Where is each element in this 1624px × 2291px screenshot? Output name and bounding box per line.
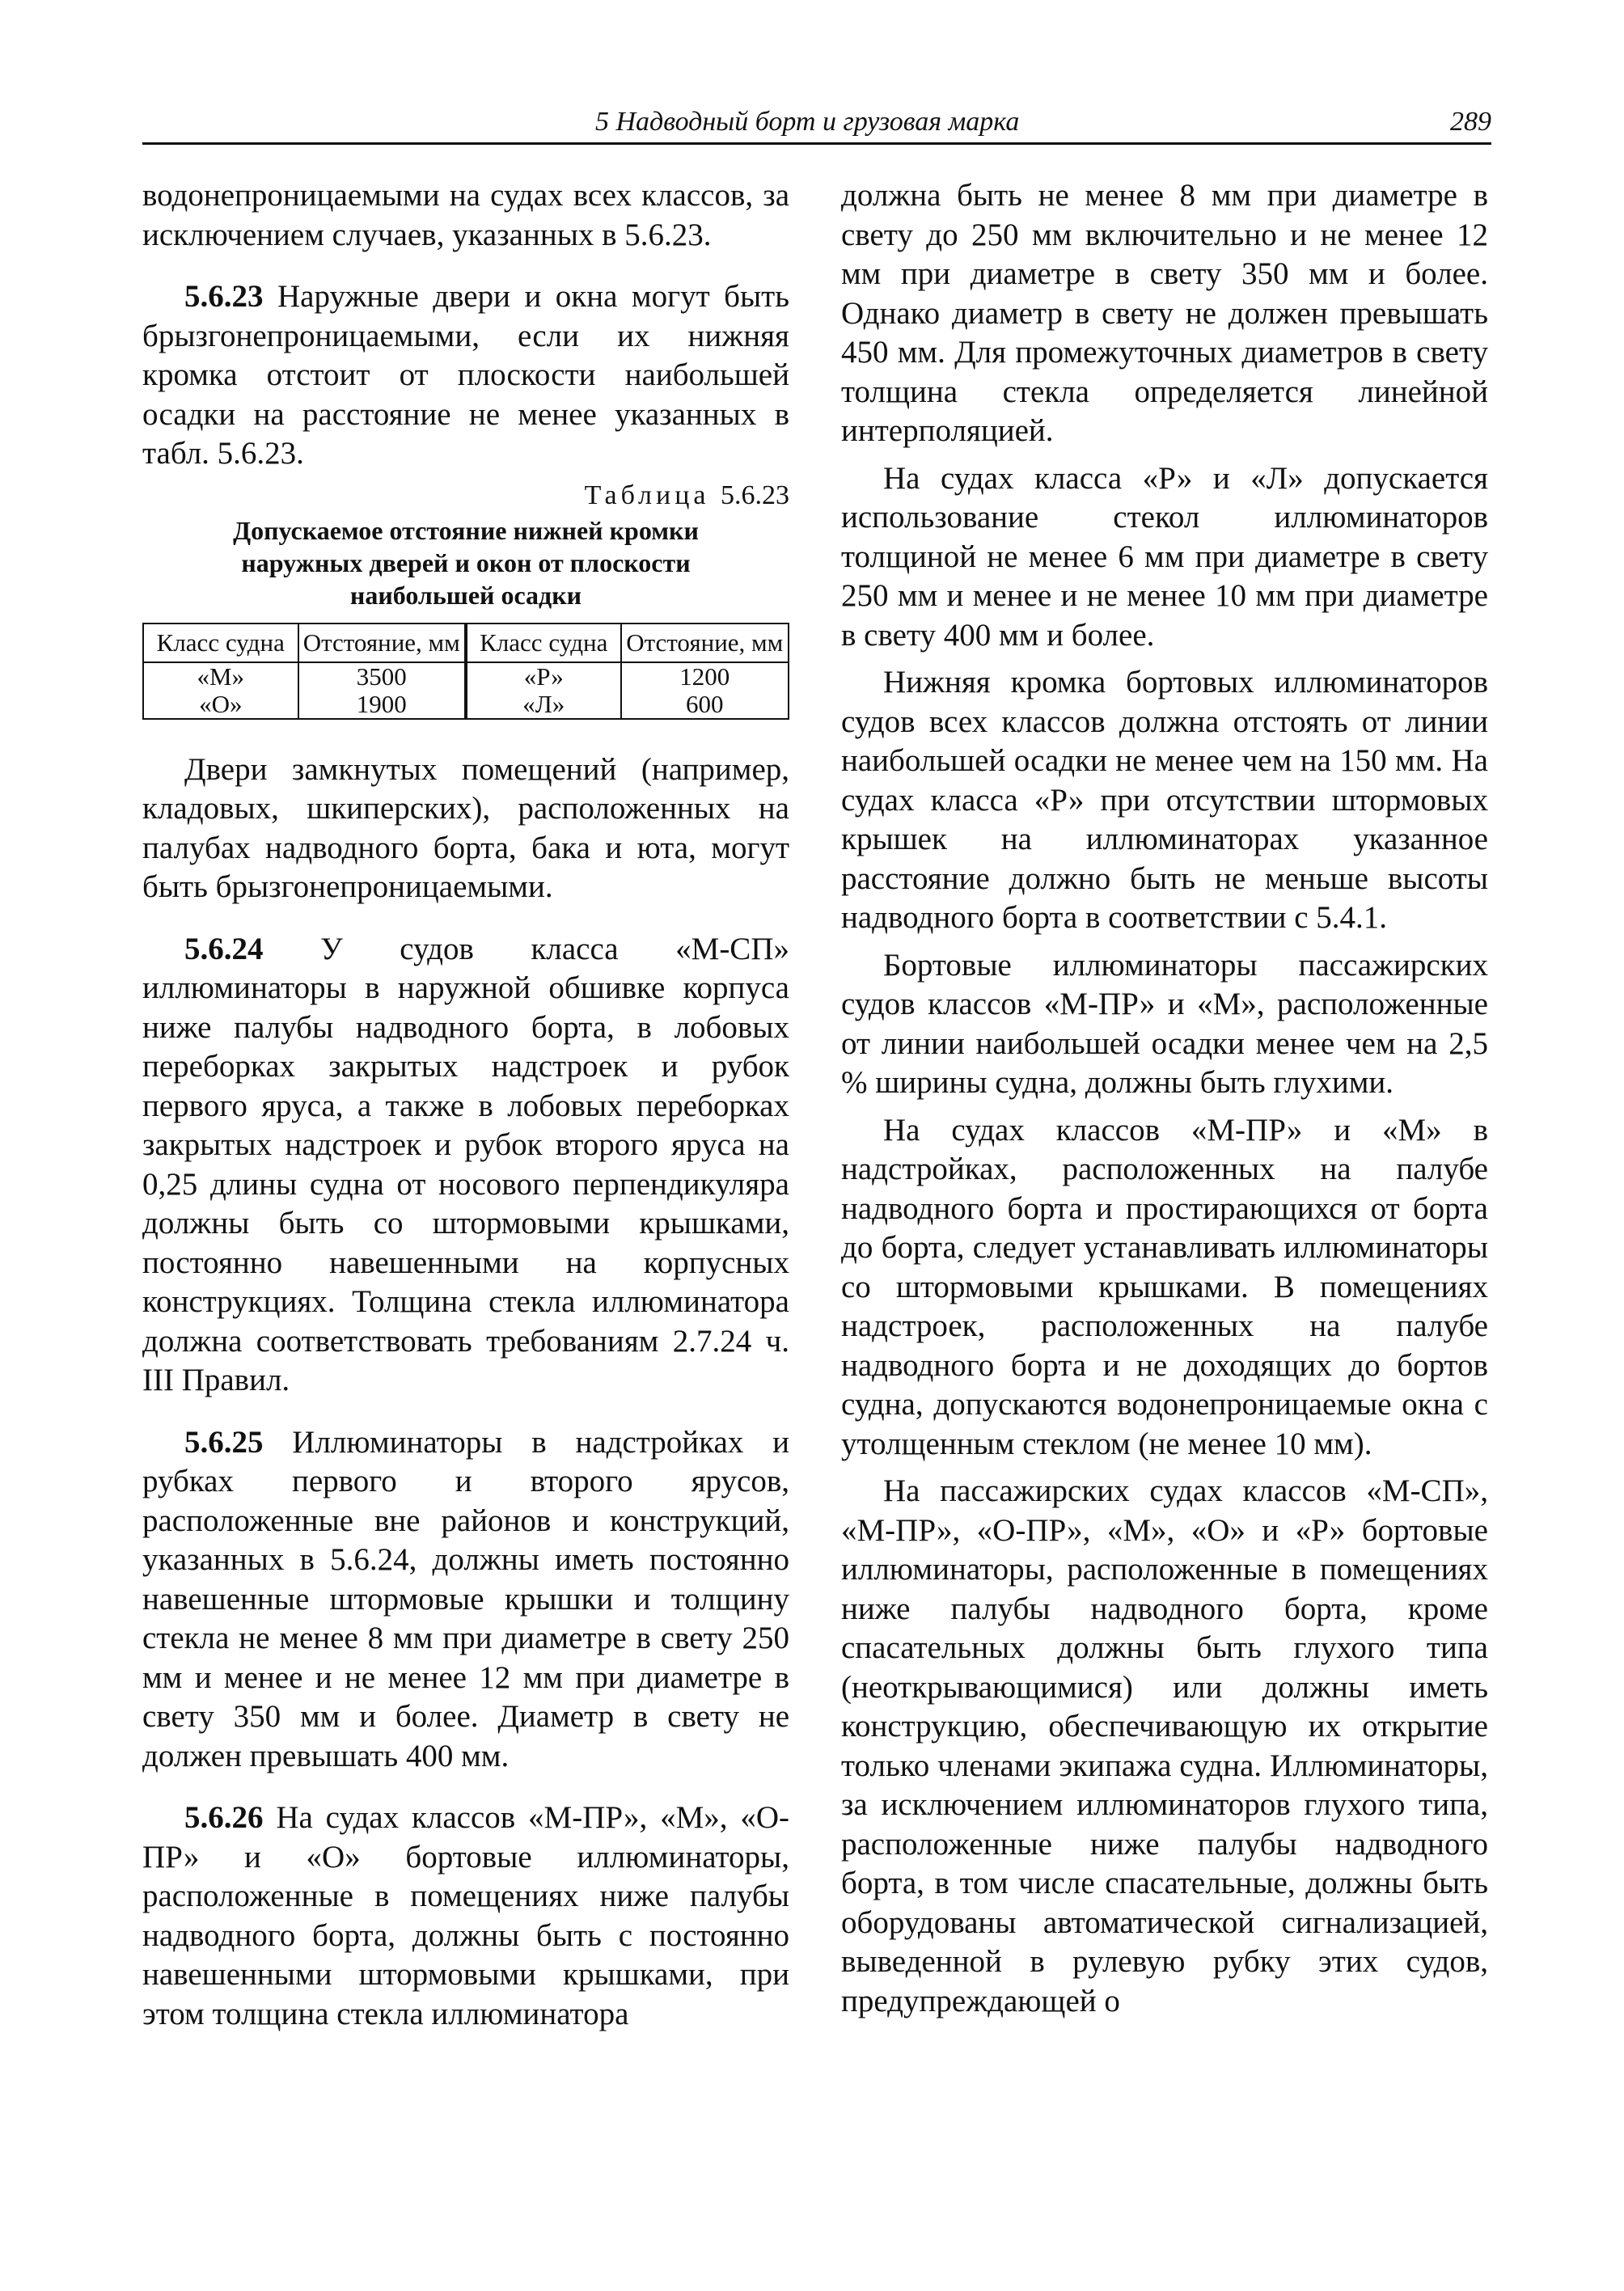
- table-header-cell: Отстояние, мм: [298, 623, 466, 662]
- table-cell: «Л»: [466, 691, 621, 719]
- section-title: 5 Надводный борт и грузовая марка: [595, 107, 1020, 137]
- paragraph: должна быть не менее 8 мм при диаметре в свету до 250 мм включительно и не менее 12 мм при диаметре в свету 350 мм и более. Однако диаметр в свету не должен превышать 450 мм. Для промежуточных диаметров в свету толщина стекла определяется линейной интерполяцией.: [841, 178, 1488, 448]
- clause-5-6-24: [142, 930, 789, 1401]
- table-header-cell: Класс судна: [466, 623, 621, 662]
- running-header: [142, 104, 1491, 145]
- table-cell: 600: [621, 691, 789, 719]
- paragraph: Бортовые иллюминаторы пассажирских судов классов «М-ПР» и «М», расположенные от линии наибольшей осадки менее чем на 2,5 % ширины судна, должны быть глухими.: [841, 947, 1488, 1100]
- clause-number: 5.6.23: [184, 279, 264, 314]
- table-cell: 3500: [298, 662, 466, 691]
- paragraph: На судах класса «Р» и «Л» допускается использование стекол иллюминаторов толщиной не менее 6 мм при диаметре в свету 250 мм и менее и не менее 10 мм при диаметре в свету 400 мм и более.: [841, 460, 1488, 653]
- clause-number: 5.6.26: [184, 1800, 264, 1835]
- table-cell: 1900: [298, 691, 466, 719]
- table-cell: 1200: [621, 662, 789, 691]
- clause-5-6-25: [142, 1423, 789, 1777]
- clause-text: У судов класса «М-СП» иллюминаторы в наружной обшивке корпуса ниже палубы надводного борта, в лобовых переборках закрытых надстроек и рубок первого яруса, а также в лобовых переборках закрытых надстроек и рубок второго яруса на 0,25 длины судна от носового перпендикуляра должны быть со штормовыми крышками, постоянно навешенными на корпусных конструкциях. Толщина стекла иллюминатора должна соответствовать требованиям 2.7.24 ч. III Правил.: [142, 931, 789, 1397]
- table-label-number: 5.6.23: [721, 480, 789, 510]
- clause-number: 5.6.25: [184, 1424, 264, 1460]
- table-label-word: Таблица: [584, 480, 710, 510]
- clause-5-6-26: [142, 1799, 789, 2034]
- paragraph: Двери замкнутых помещений (например, кладовых, шкиперских), расположенных на палубах надводного борта, бака и юта, могут быть брызгонепроницаемыми.: [142, 751, 789, 904]
- table-row: [143, 691, 789, 719]
- clause-text: На судах классов «М-ПР», «М», «О-ПР» и «О» бортовые иллюминаторы, расположенные в помещениях ниже палубы надводного борта, должны быть с постоянно навешенными штормовыми крышками, при этом толщина стекла иллюминатора: [142, 1800, 789, 2031]
- page-number: 289: [1450, 107, 1491, 137]
- paragraph: водонепроницаемыми на судах всех классов, за исключением случаев, указанных в 5.6.23.: [142, 178, 789, 252]
- table-header-cell: Класс судна: [143, 623, 298, 662]
- clause-number: 5.6.24: [184, 931, 264, 966]
- table-header-cell: Отстояние, мм: [621, 623, 789, 662]
- table-label: [142, 479, 789, 513]
- clause-5-6-23: [142, 277, 789, 474]
- table-header-row: [143, 623, 789, 662]
- paragraph: На судах классов «М-ПР» и «М» в надстройках, расположенных на палубе надводного борта и простирающихся от борта до борта, следует устанавливать иллюминаторы со штормовыми крышками. В помещениях надстроек, расположенных на палубе надводного борта и не доходящих до бортов судна, допускаются водонепроницаемые окна с утолщенным стеклом (не менее 10 мм).: [841, 1112, 1488, 1461]
- table-cell: «О»: [143, 691, 298, 719]
- clause-text: Иллюминаторы в надстройках и рубках первого и второго ярусов, расположенные вне районов и конструкций, указанных в 5.6.24, должны иметь постоянно навешенные штормовые крышки и толщину стекла не менее 8 мм при диаметре в свету 250 мм и менее и не менее 12 мм при диаметре в свету 350 мм и более. Диаметр в свету не должен превышать 400 мм.: [142, 1424, 789, 1773]
- table-cell: «М»: [143, 662, 298, 691]
- table-cell: «Р»: [466, 662, 621, 691]
- right-column: [841, 176, 1488, 2021]
- paragraph: На пассажирских судах классов «М-СП», «М-ПР», «О-ПР», «М», «О» и «Р» бортовые иллюминаторы, расположенные в помещениях ниже палубы надводного борта, кроме спасательных должны быть глухого типа (неоткрывающимися) или должны иметь конструкцию, обеспечивающую их открытие только членами экипажа судна. Иллюминаторы, за исключением иллюминаторов глухого типа, расположенные ниже палубы надводного борта, в том числе спасательные, должны быть оборудованы автоматической сигнализацией, выведенной в рулевую рубку этих судов, предупреждающей о: [841, 1473, 1488, 2018]
- paragraph: Нижняя кромка бортовых иллюминаторов судов всех классов должна отстоять от линии наибольшей осадки не менее чем на 150 мм. На судах класса «Р» при отсутствии штормовых крышек на иллюминаторах указанное расстояние должно быть не меньше высоты надводного борта в соответствии с 5.4.1.: [841, 665, 1488, 935]
- table-row: [143, 662, 789, 691]
- distance-table: [142, 623, 789, 720]
- left-column: [142, 176, 789, 2034]
- clause-text: Наружные двери и окна могут быть брызгонепроницаемыми, если их нижняя кромка отстоит от плоскости наибольшей осадки на расстояние не менее указанных в табл. 5.6.23.: [142, 279, 789, 471]
- table-title: Допускаемое отстояние нижней кромки наружных дверей и окон от плоскости наибольшей осадки: [233, 515, 699, 610]
